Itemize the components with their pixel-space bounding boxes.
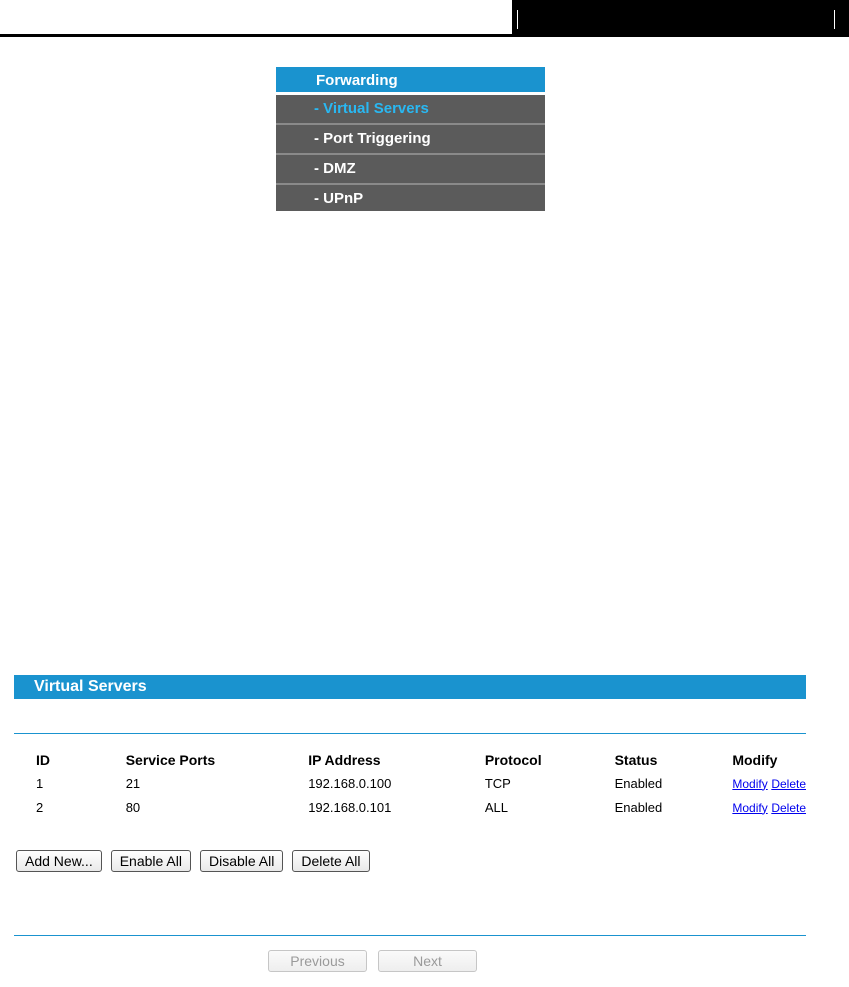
delete-link[interactable]: Delete	[771, 800, 806, 815]
action-buttons	[16, 850, 370, 872]
cell-status: Enabled	[614, 775, 663, 791]
cell-modify	[732, 795, 806, 819]
cell-service-ports: 80	[125, 799, 141, 815]
divider	[14, 935, 806, 936]
pagination	[268, 950, 477, 972]
header-divider	[834, 10, 835, 29]
table-header-row	[14, 749, 806, 771]
disable-all-button[interactable]: Disable All	[200, 850, 283, 872]
column-header-modify: Modify	[732, 752, 778, 768]
cell-protocol: ALL	[484, 799, 508, 815]
menu-item-dmz[interactable]: - DMZ	[276, 155, 545, 185]
panel-title: Virtual Servers	[14, 675, 806, 699]
forwarding-menu	[276, 67, 545, 211]
table-row	[14, 771, 806, 795]
cell-modify	[732, 771, 806, 795]
column-header-id: ID	[36, 752, 50, 768]
column-header-ip-address: IP Address	[308, 752, 381, 768]
modify-link[interactable]: Modify	[732, 776, 768, 791]
previous-button[interactable]: Previous	[268, 950, 367, 972]
cell-protocol: TCP	[484, 775, 511, 791]
virtual-servers-table	[14, 749, 806, 819]
cell-id: 2	[36, 799, 44, 815]
cell-service-ports: 21	[125, 775, 141, 791]
menu-item-virtual-servers[interactable]: - Virtual Servers	[276, 95, 545, 125]
next-button[interactable]: Next	[378, 950, 477, 972]
cell-ip-address: 192.168.0.101	[308, 799, 392, 815]
table-row	[14, 795, 806, 819]
menu-item-port-triggering[interactable]: - Port Triggering	[276, 125, 545, 155]
menu-title[interactable]: Forwarding	[276, 67, 545, 95]
header-divider	[517, 10, 518, 29]
header-bar	[512, 0, 849, 37]
column-header-status: Status	[614, 752, 658, 768]
enable-all-button[interactable]: Enable All	[111, 850, 191, 872]
column-header-service-ports: Service Ports	[125, 752, 216, 768]
header-rule	[0, 34, 512, 37]
cell-id: 1	[36, 775, 44, 791]
add-new-button[interactable]: Add New...	[16, 850, 102, 872]
cell-status: Enabled	[614, 799, 663, 815]
delete-link[interactable]: Delete	[771, 776, 806, 791]
divider	[14, 733, 806, 734]
modify-link[interactable]: Modify	[732, 800, 768, 815]
column-header-protocol: Protocol	[484, 752, 542, 768]
delete-all-button[interactable]: Delete All	[292, 850, 369, 872]
cell-ip-address: 192.168.0.100	[308, 775, 392, 791]
menu-item-upnp[interactable]: - UPnP	[276, 185, 545, 211]
